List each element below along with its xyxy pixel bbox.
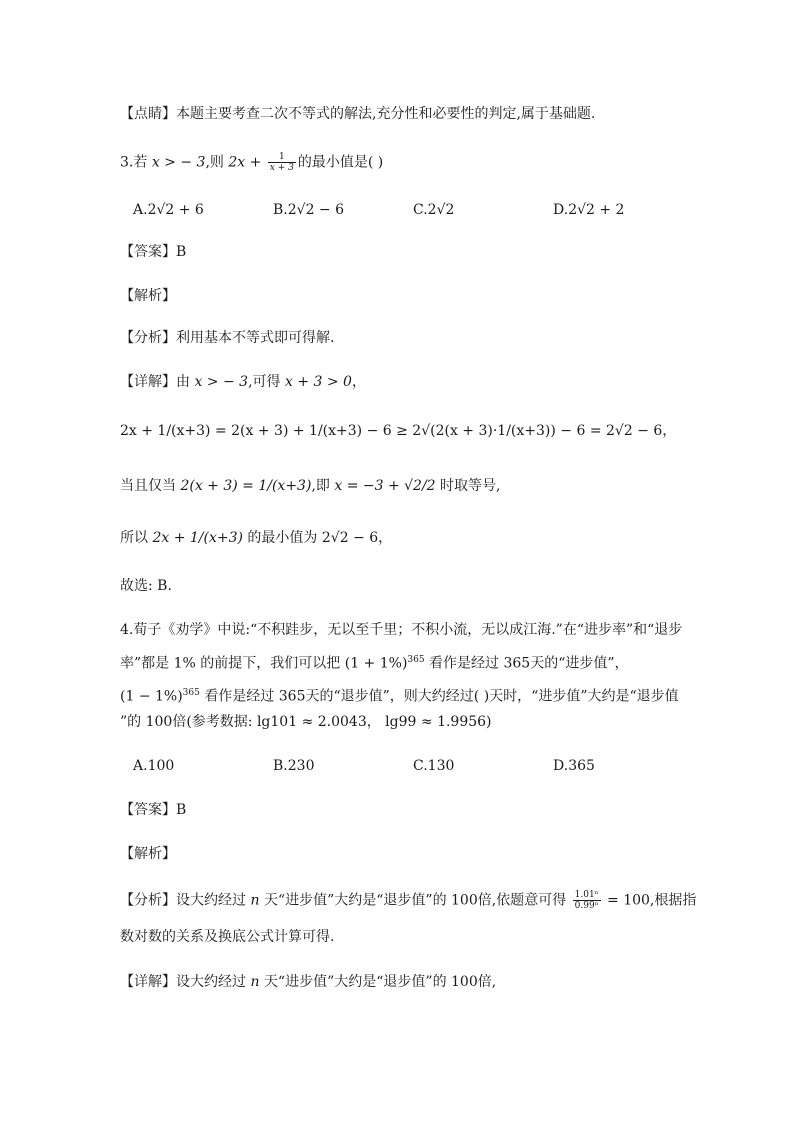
q3-when-prefix: 当且仅当 <box>120 478 176 494</box>
q3-analysis-head: 【解析】 <box>120 288 176 304</box>
q4-detail <box>120 972 496 992</box>
q4-line-2 <box>120 650 629 674</box>
q3-frac-den: x + 3 <box>269 163 294 173</box>
option-label: C. <box>413 202 428 218</box>
q3-detail-cond: x > − 3 <box>194 374 249 390</box>
q3-when-suffix: 时取等号, <box>440 478 501 494</box>
q4-line2-b: 看作是经过 365天的“进步值”， <box>429 655 629 672</box>
q4-analysis-line-2: 数对数的关系及换底公式计算可得. <box>120 929 335 945</box>
q4-frac-num: 1.01ⁿ <box>574 890 599 900</box>
q4-analysis-fraction <box>573 890 601 911</box>
option-text: 130 <box>427 758 455 774</box>
option-label: D. <box>553 758 569 774</box>
q3-stem-mid: ,则 <box>205 154 224 171</box>
q4-line-3 <box>120 683 679 707</box>
q3-expr-left: 2x + <box>228 154 262 171</box>
option-text: 230 <box>287 758 315 774</box>
q3-so-prefix: 所以 <box>120 530 148 546</box>
q3-analysis: 【分析】利用基本不等式即可得解. <box>120 330 335 346</box>
q3-option-b <box>273 200 344 220</box>
q3-detail <box>120 372 366 392</box>
option-label: D. <box>553 202 569 218</box>
option-label: A. <box>133 758 148 774</box>
q4-line-4: ”的 100倍(参考数据: lg101 ≈ 2.0043， lg99 ≈ 1.9956) <box>120 714 492 730</box>
q3-stem-suffix: 的最小值是( ) <box>297 154 384 171</box>
q3-when-expr: 2(x + 3) = 1/(x+3) <box>180 478 312 494</box>
q3-when-value: x = −3 + √2/2 <box>334 478 436 494</box>
q3-detail-prefix: 【详解】由 <box>120 374 190 390</box>
q4-option-d <box>553 756 595 776</box>
q3-condition: x > − 3 <box>151 154 206 171</box>
q3-detail-result: x + 3 > 0 <box>284 374 352 390</box>
q4-line2-a: 率”都是 1% 的前提下，我们可以把 <box>120 655 341 672</box>
option-label: C. <box>413 758 428 774</box>
q4-analysis-c: = 100,根据指 <box>607 892 697 909</box>
q4-line3-sup: 365 <box>182 688 200 698</box>
option-label: B. <box>273 758 288 774</box>
option-label: B. <box>273 202 288 218</box>
q4-analysis <box>120 890 696 911</box>
q4-frac-den: 0.99ⁿ <box>574 901 599 911</box>
q4-analysis-a: 【分析】设大约经过 <box>120 892 246 909</box>
q3-equality-condition <box>120 476 501 496</box>
option-text: 365 <box>568 758 595 774</box>
q4-line-1: 4.荀子《劝学》中说:“不积跬步，无以至千里；不积小流，无以成江海.”在“进步率”和“退步 <box>120 622 683 638</box>
q3-option-c <box>413 200 454 220</box>
option-text: 2√2 <box>427 202 455 218</box>
q3-equation-line: 2x + 1/(x+3) = 2(x + 3) + 1/(x+3) − 6 ≥ 2√(2(x + 3)·1/(x+3)) − 6 = 2√2 − 6， <box>120 423 677 439</box>
q3-stem <box>120 152 383 173</box>
q4-analysis-head: 【解析】 <box>120 846 176 862</box>
q3-fraction <box>268 152 296 173</box>
q3-choice: 故选: B. <box>120 578 172 594</box>
option-text: 2√2 − 6 <box>287 202 345 218</box>
q3-option-a <box>133 200 204 220</box>
q4-detail-b: 天“进步值”大约是“退步值”的 100倍, <box>263 974 497 990</box>
option-label: A. <box>133 202 148 218</box>
q4-line2-expr: (1 + 1%) <box>344 655 408 672</box>
q3-answer: 【答案】B <box>120 244 187 260</box>
q4-line3-expr: (1 − 1%) <box>120 688 183 705</box>
q4-option-c <box>413 756 454 776</box>
q4-option-b <box>273 756 314 776</box>
q3-so-mid: 的最小值为 <box>247 530 318 546</box>
q4-line3-b: 看作是经过 365天的“退步值”，则大约经过( )天时，“进步值”大约是“退步值 <box>204 688 679 705</box>
q3-detail-mid: ,可得 <box>248 374 281 390</box>
q3-so-expr: 2x + 1/(x+3) <box>152 530 243 546</box>
option-text: 2√2 + 6 <box>147 202 204 218</box>
q3-stem-prefix: 3.若 <box>120 154 148 171</box>
q3-frac-num: 1 <box>268 152 296 163</box>
q3-when-mid: ,即 <box>311 478 330 494</box>
q3-option-d <box>553 200 624 220</box>
q4-option-a <box>133 756 174 776</box>
q4-answer: 【答案】B <box>120 802 187 818</box>
q4-detail-n: n <box>250 974 260 990</box>
option-text: 2√2 + 2 <box>568 202 625 218</box>
q3-so-end: ， <box>378 530 393 546</box>
comment-line: 【点睛】本题主要考查二次不等式的解法,充分性和必要性的判定,属于基础题. <box>120 106 596 122</box>
q3-conclusion <box>120 528 392 548</box>
q4-line2-sup: 365 <box>407 655 425 665</box>
q4-analysis-n: n <box>250 892 260 909</box>
option-text: 100 <box>147 758 175 774</box>
q4-detail-a: 【详解】设大约经过 <box>120 974 246 990</box>
q3-detail-end: ， <box>351 374 366 390</box>
q3-so-value: 2√2 − 6 <box>321 530 379 546</box>
q4-analysis-b: 天“进步值”大约是“退步值”的 100倍,依题意可得 <box>263 892 567 909</box>
